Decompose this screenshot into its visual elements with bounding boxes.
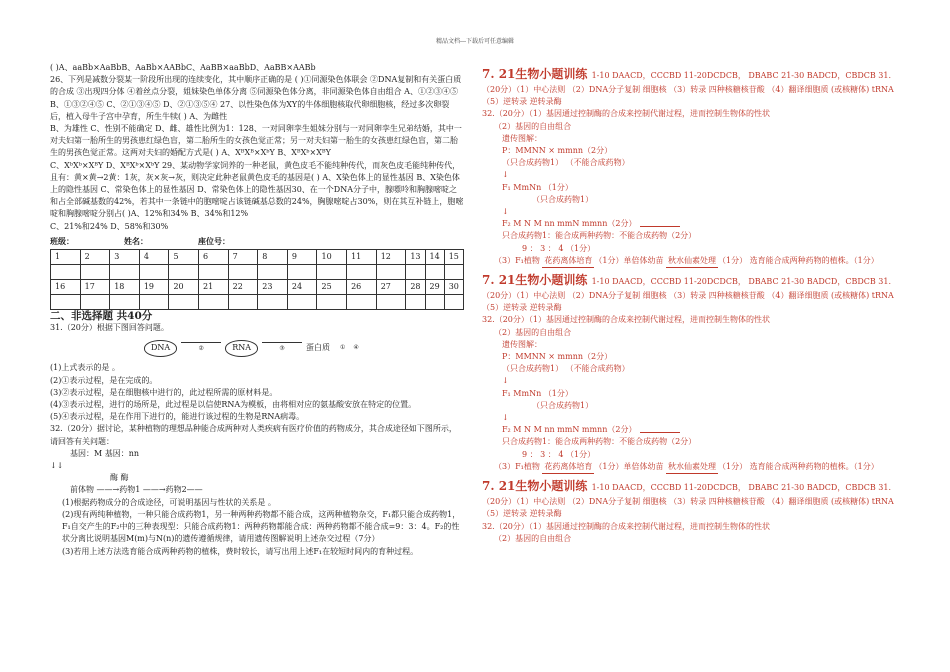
grid-cell: 17 xyxy=(80,280,110,295)
answer-cell[interactable] xyxy=(110,295,140,310)
f2-line xyxy=(482,424,900,436)
q32-3-a: （3）F₁植物 xyxy=(494,255,540,265)
grid-cell: 14 xyxy=(425,250,444,265)
anther-culture-box: 花药离体培育 xyxy=(542,255,594,268)
answer-cell[interactable] xyxy=(199,295,229,310)
answer-cell[interactable] xyxy=(139,295,169,310)
pathway-line: 前体物 ——→药物1 ——→药物2—— xyxy=(70,485,203,495)
colchicine-box: 秋水仙素处理 xyxy=(666,255,718,268)
q32-part: (3)若用上述方法选育能合成两种药物的植株，费时较长，请写出用上述F₁在较短时间内的育种过程。 xyxy=(62,546,419,556)
p-line: P：MMNN × mmnn（2分） xyxy=(502,352,613,362)
grid-cell: 26 xyxy=(347,280,377,295)
answer-cell[interactable] xyxy=(258,295,288,310)
grid-row-1-blank xyxy=(51,265,464,280)
answer-cell[interactable] xyxy=(51,265,81,280)
q32-answer: （2）基因的自由组合 xyxy=(494,533,572,543)
answer-cell[interactable] xyxy=(139,265,169,280)
answer-cell[interactable] xyxy=(110,265,140,280)
answer-key: 1-10 DAACD，CCCBD 11-20DCDCB， DBABC 21-30 BADCD，CBDCB 31. xyxy=(591,71,892,80)
grid-cell: 6 xyxy=(199,250,229,265)
answer-cell[interactable] xyxy=(376,265,406,280)
q32-3-a: （3）F₁植物 xyxy=(494,461,540,471)
answer-cell[interactable] xyxy=(406,265,425,280)
grid-cell: 18 xyxy=(110,280,140,295)
answer-cell[interactable] xyxy=(258,265,288,280)
q32-answer: 32.（20分）（1）基因通过控制酶的合成来控制代谢过程，进而控制生物体的性状 xyxy=(482,521,770,531)
q31-part: (3)②表示过程，是在细胞核中进行的，此过程所需的原材料是。 xyxy=(50,387,278,397)
answer-block-title xyxy=(482,478,900,496)
anther-culture-box: 花药离体培育 xyxy=(542,461,594,474)
grid-cell: 19 xyxy=(139,280,169,295)
grid-cell: 21 xyxy=(199,280,229,295)
arrow-transcription xyxy=(181,342,221,355)
brace-mark xyxy=(640,222,680,227)
grid-cell: 10 xyxy=(317,250,347,265)
q32-part: (2)现有两纯种植物，一种只能合成药物1，另一种两种药物都不能合成，这两种植物杂交，F₁都只能合成药物1，F₁自交产生的F₂中的三种表现型：只能合成药物1：两种药物都能合成：两种药物都不能合成=9：3：4。F₂的性状分离比说明基因M(m)与N(n)的遗传遵循规律，请用遗传图解说明上述杂交过程（7分） xyxy=(62,509,461,544)
grid-cell: 3 xyxy=(110,250,140,265)
grid-cell: 5 xyxy=(169,250,199,265)
question-line: C、XᵇXᵇ×XᴮY D、XᴮXᵇ×XᵇY 29、某动物学家饲养的一种老鼠，黄色皮毛不能纯种传代，而灰色皮毛能纯种传代，且有：黄×黄→2黄：1灰，灰×灰→灰，则决定此种老鼠黄色皮毛的基因是( ) A、X染色体上的显性基因 B、X染色体上的隐性基因 C、常染色体上的显性基因 D、常染色体上的隐性基因30、在一个DNA分子中，腺嘌呤和胸腺嘧啶之和占全部碱基数的42%，若其中一条链中的胞嘧啶占该链碱基总数的24%，胸腺嘧啶占30%，则在其互补链上，胞嘧啶和胸腺嘧啶分别占( )A、12%和34% B、34%和12% xyxy=(50,160,464,219)
down-arrow: ↓ xyxy=(502,170,509,180)
grid-row-2-blank xyxy=(51,295,464,310)
f2-text: F₂ M N M nn mmN mmnn（2分） xyxy=(502,219,637,229)
grid-cell: 24 xyxy=(287,280,317,295)
p-note: （只合成药物1） （不能合成药物） xyxy=(502,158,630,168)
question-31: 31.（20分）根据下图回答问题。 xyxy=(50,323,169,333)
q32-3-answer xyxy=(482,255,900,268)
q32-answer: 32.（20分）（1）基因通过控制酶的合成来控制代谢过程，进而控制生物体的性状 xyxy=(482,315,770,325)
q31-part: (1)上式表示的是 。 xyxy=(50,363,120,373)
answer-cell[interactable] xyxy=(347,265,377,280)
answer-cell[interactable] xyxy=(425,265,444,280)
question-line: 26、下列是减数分裂某一阶段所出现的连续变化，其中顺序正确的是 ( )①同源染色体联会 ②DNA复制和有关蛋白质的合成 ③出现四分体 ④着丝点分裂，姐妹染色单体分离 ⑤同源染色体分离，非同源染色体自由组合 A、①②③④⑤ B、①③②④⑤ C、②①③④⑤ D、②①③⑤④ 27、以性染色体为XY的牛体细胞核取代卵细胞核，经过多次卵裂后，植入母牛子宫中孕育，所生牛犊( ) A、为雌性 xyxy=(50,75,462,121)
f1-line: F₁ MmNn （1分） xyxy=(502,182,573,192)
q31-answer: （20分）（1）中心法则 （2）DNA分子复制 细胞核 （3）转录 四种核糖核苷酸 （4）翻译细胞质 (或核糖体) tRNA （5）逆转录 逆转录酶 xyxy=(482,85,894,107)
grid-cell: 16 xyxy=(51,280,81,295)
q32-answer: （2）基因的自由组合 xyxy=(494,327,572,337)
question-32: 32.（20分）据讨论，某种植物的理想品种能合成两种对人类疾病有医疗价值的药物成分，其合成途径如下图所示，请回答有关问题： xyxy=(50,424,457,446)
f2-note: 只合成药物1：能合成两种药物：不能合成药物（2分） xyxy=(502,437,697,447)
right-column xyxy=(482,62,900,545)
f1-note: （只合成药物1） xyxy=(532,194,594,204)
answer-cell[interactable] xyxy=(51,295,81,310)
answer-cell[interactable] xyxy=(287,295,317,310)
grid-row-1 xyxy=(51,250,464,265)
student-info xyxy=(50,235,464,247)
q31-answer: （20分）（1）中心法则 （2）DNA分子复制 细胞核 （3）转录 四种核糖核苷酸 （4）翻译细胞质 (或核糖体) tRNA （5）逆转录 逆转录酶 xyxy=(482,497,894,519)
grid-cell: 2 xyxy=(80,250,110,265)
answer-cell[interactable] xyxy=(347,295,377,310)
question-line: C、21%和24% D、58%和30% xyxy=(50,221,169,231)
graph-title: 遗传图解： xyxy=(502,339,542,349)
answer-grid xyxy=(50,249,464,310)
answer-cell[interactable] xyxy=(425,295,444,310)
grid-cell: 9 xyxy=(287,250,317,265)
colchicine-box: 秋水仙素处理 xyxy=(666,461,718,474)
q32-3-b: （1分）单倍体幼苗 xyxy=(594,255,664,265)
q31-part: (5)④表示过程，是在作用下进行的，能进行该过程的生物是RNA病毒。 xyxy=(50,412,305,422)
grid-cell: 29 xyxy=(425,280,444,295)
grid-cell: 30 xyxy=(444,280,463,295)
step-3-label: ③ xyxy=(279,344,285,352)
grid-cell: 7 xyxy=(228,250,258,265)
grid-cell: 22 xyxy=(228,280,258,295)
q32-3-answer xyxy=(482,461,900,474)
grid-cell: 12 xyxy=(376,250,406,265)
class-label: 班级： xyxy=(50,235,74,246)
grid-cell: 27 xyxy=(376,280,406,295)
p-line: P：MMNN × mmnn（2分） xyxy=(502,146,613,156)
answer-cell[interactable] xyxy=(317,265,347,280)
f2-text: F₂ M N M nn mmN mmnn（2分） xyxy=(502,425,637,435)
graph-title: 遗传图解： xyxy=(502,133,542,143)
step-4-label: ④ xyxy=(353,344,359,352)
answer-cell[interactable] xyxy=(80,295,110,310)
answer-block-title xyxy=(482,272,900,290)
answer-cell[interactable] xyxy=(80,265,110,280)
grid-cell: 28 xyxy=(406,280,425,295)
q32-3-b: （1分）单倍体幼苗 xyxy=(594,461,664,471)
dna-node: DNA xyxy=(144,340,177,356)
grid-cell: 15 xyxy=(444,250,463,265)
question-line: B、为雄性 C、性别不能确定 D、雌、雄性比例为1：128、一对同卵孪生姐妹分别与一对同卵孪生兄弟结婚，其中一对夫妇第一胎所生的男孩患红绿色盲，第二胎所生的女孩色觉正常；另一对夫妇第一胎生的女孩患红绿色盲，第二胎生的男孩色觉正常。这两对夫妇的婚配方式是( ) A、XᴮXᴮ×XᵇY B、XᴮXᵇ×XᴮY xyxy=(50,124,462,158)
enzyme-line: 酶 酶 xyxy=(110,473,129,483)
grid-cell: 25 xyxy=(317,280,347,295)
answer-cell[interactable] xyxy=(376,295,406,310)
grid-cell: 20 xyxy=(169,280,199,295)
ratio-line: 9 ： 3 ： 4 （1分） xyxy=(522,449,596,459)
central-dogma-diagram xyxy=(50,334,464,362)
block-title-text: 7. 21生物小题训练 xyxy=(482,273,588,288)
block-title-text: 7. 21生物小题训练 xyxy=(482,67,588,81)
grid-cell: 23 xyxy=(258,280,288,295)
seat-label: 座位号： xyxy=(198,235,230,246)
q32-answer: （2）基因的自由组合 xyxy=(494,121,572,131)
f1-note: （只合成药物1） xyxy=(532,400,594,410)
answer-block-title xyxy=(482,66,900,84)
answer-cell[interactable] xyxy=(444,295,463,310)
grid-cell: 4 xyxy=(139,250,169,265)
answer-key: 1-10 DAACD，CCCBD 11-20DCDCB， DBABC 21-30 BADCD，CBDCB 31. xyxy=(591,483,892,493)
answer-key: 1-10 DAACD，CCCBD 11-20DCDCB， DBABC 21-30 BADCD，CBDCB 31. xyxy=(591,277,892,287)
down-arrow: ↓ xyxy=(502,207,509,217)
gene-line: 基因：M 基因：nn xyxy=(70,448,140,458)
f2-line xyxy=(482,218,900,230)
q32-answer: 32.（20分）（1）基因通过控制酶的合成来控制代谢过程，进而控制生物体的性状 xyxy=(482,109,770,119)
grid-row-2 xyxy=(51,280,464,295)
q32-3-c: （1分） 选育能合成两种药物的植株。（1分） xyxy=(718,255,879,265)
grid-cell: 11 xyxy=(347,250,377,265)
q31-part: (2)①表示过程，是在完成的。 xyxy=(50,375,158,385)
answer-cell[interactable] xyxy=(228,295,258,310)
rna-node: RNA xyxy=(225,340,258,356)
arrow-translation xyxy=(262,342,302,355)
q31-part: (4)③表示过程，进行的场所是，此过程是以信使RNA为模板，由将相对应的氨基酸安放在特定的位置。 xyxy=(50,400,417,410)
answer-cell[interactable] xyxy=(169,295,199,310)
block-title-text: 7. 21生物小题训练 xyxy=(482,479,588,494)
name-label: 姓名： xyxy=(124,235,148,246)
answer-cell[interactable] xyxy=(228,265,258,280)
down-arrow: ↓ xyxy=(502,376,509,386)
brace-mark xyxy=(640,428,680,433)
section-heading: 二、非选择题 共40分 xyxy=(50,310,153,323)
page-header: 精品文档---下载后可任意编辑 xyxy=(435,38,515,45)
grid-cell: 1 xyxy=(51,250,81,265)
question-line: ( )A、aaBb×AaBbB、AaBb×AABbC、AaBB×aaBbD、AaBB×AABb xyxy=(50,63,316,72)
answer-cell[interactable] xyxy=(287,265,317,280)
step-2-label: ② xyxy=(198,344,204,352)
q32-part: (1)根据药物成分的合成途径，可说明基因与性状的关系是 。 xyxy=(62,497,276,507)
f1-line: F₁ MmNn （1分） xyxy=(502,388,573,398)
left-column xyxy=(50,62,464,558)
answer-cell[interactable] xyxy=(317,295,347,310)
ratio-line: 9 ： 3 ： 4 （1分） xyxy=(522,243,596,253)
protein-node: 蛋白质 xyxy=(306,343,331,353)
step-1-label: ① xyxy=(340,344,346,352)
answer-cell[interactable] xyxy=(406,295,425,310)
answer-cell[interactable] xyxy=(444,265,463,280)
down-arrows: ↓↓ xyxy=(50,461,64,471)
f2-note: 只合成药物1：能合成两种药物：不能合成药物（2分） xyxy=(502,231,697,241)
grid-cell: 8 xyxy=(258,250,288,265)
answer-cell[interactable] xyxy=(169,265,199,280)
q32-3-c: （1分） 选育能合成两种药物的植株。（1分） xyxy=(718,461,879,471)
q31-answer: （20分）（1）中心法则 （2）DNA分子复制 细胞核 （3）转录 四种核糖核苷酸 （4）翻译细胞质 (或核糖体) tRNA （5）逆转录 逆转录酶 xyxy=(482,291,894,313)
p-note: （只合成药物1） （不能合成药物） xyxy=(502,364,630,374)
down-arrow: ↓ xyxy=(502,413,509,423)
grid-cell: 13 xyxy=(406,250,425,265)
answer-cell[interactable] xyxy=(199,265,229,280)
